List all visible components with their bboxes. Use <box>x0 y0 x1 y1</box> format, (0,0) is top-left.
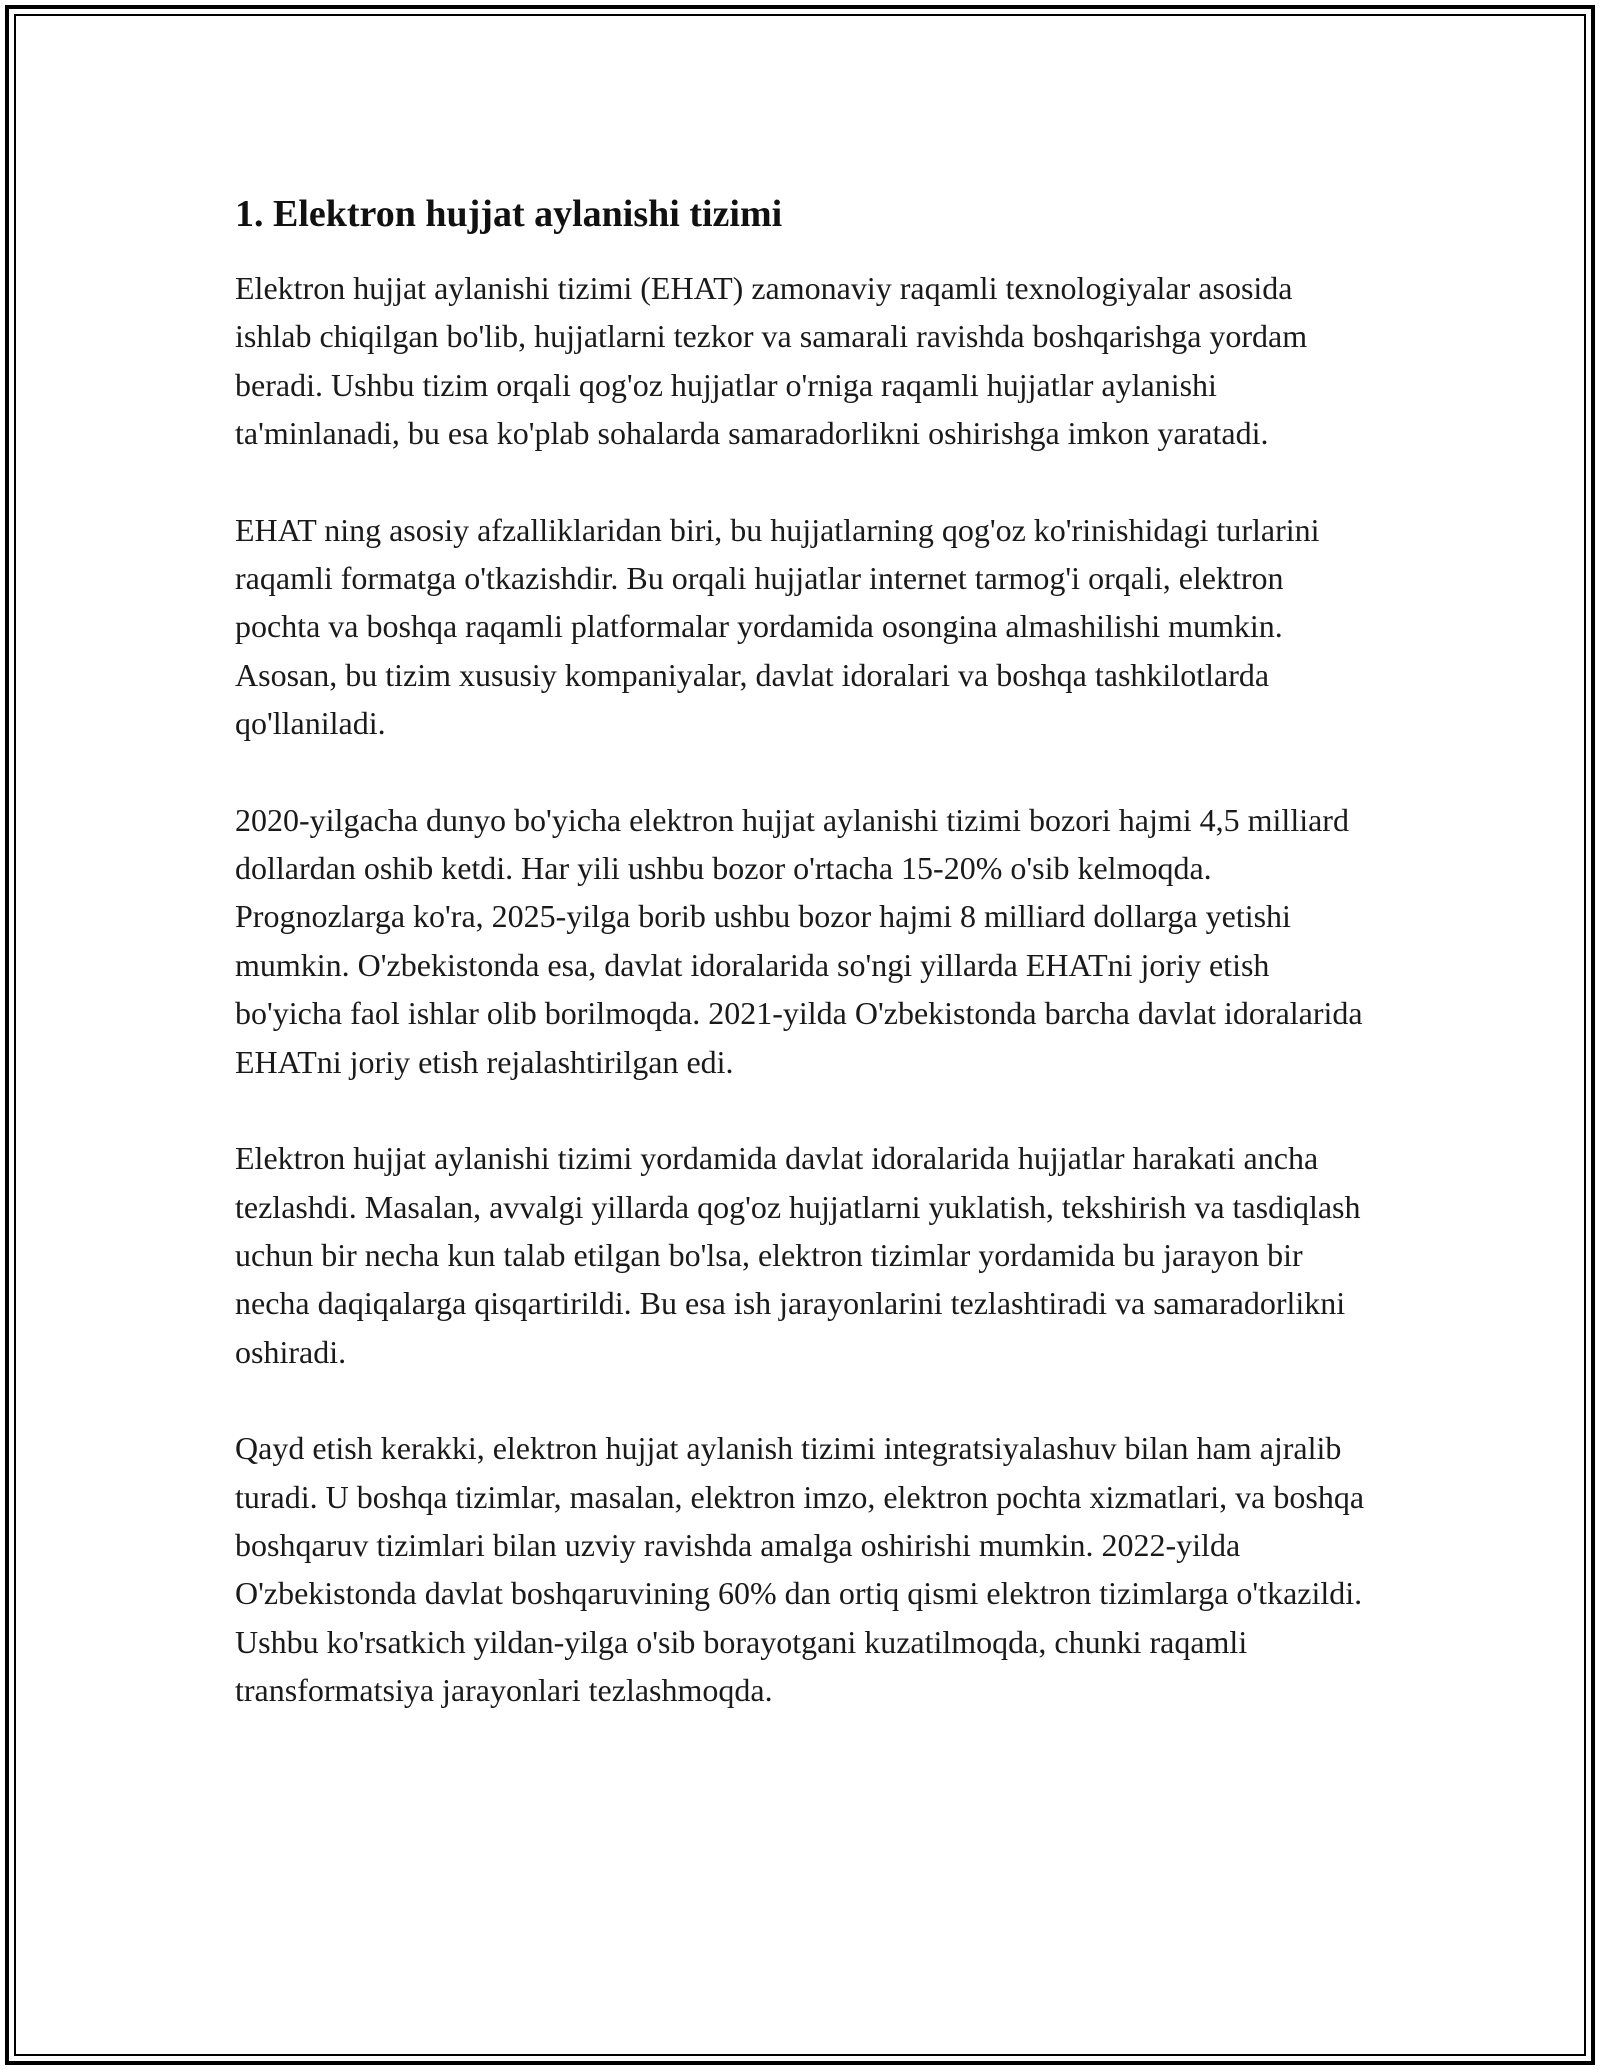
document-body <box>235 188 1365 1763</box>
paragraph-integration: Qayd etish kerakki, elektron hujjat aylanish tizimi integratsiyalashuv bilan ham ajralib turadi. U boshqa tizimlar, masalan, elektron imzo, elektron pochta xizmatlari, va boshqa boshqaruv tizimlari bilan uzviy ravishda amalga oshirishi mumkin. 2022-yilda O'zbekistonda davlat boshqaruvining 60% dan ortiq qismi elektron tizimlarga o'tkazildi. Ushbu ko'rsatkich yildan-yilga o'sib borayotgani kuzatilmoqda, chunki raqamli transformatsiya jarayonlari tezlashmoqda. <box>235 1430 1365 1709</box>
paragraph-advantages: EHAT ning asosiy afzalliklaridan biri, bu hujjatlarning qog'oz ko'rinishidagi turlarini raqamli formatga o'tkazishdir. Bu orqali hujjatlar internet tarmog'i orqali, elektron pochta va boshqa raqamli platformalar yordamida osongina almashilishi mumkin. Asosan, bu tizim xususiy kompaniyalar, davlat idoralari va boshqa tashkilotlarda qo'llaniladi. <box>235 511 1320 742</box>
section-title: 1. Elektron hujjat aylanishi tizimi <box>235 193 783 235</box>
paragraph-market: 2020-yilgacha dunyo bo'yicha elektron hujjat aylanishi tizimi bozori hajmi 4,5 milliard dollardan oshib ketdi. Har yili ushbu bozor o'rtacha 15-20% o'sib kelmoqda. Prognozlarga ko'ra, 2025-yilga borib ushbu bozor hajmi 8 milliard dollarga yetishi mumkin. O'zbekistonda esa, davlat idoralarida so'ngi yillarda EHATni joriy etish bo'yicha faol ishlar olib borilmoqda. 2021-yilda O'zbekistonda barcha davlat idoralarida EHATni joriy etish rejalashtirilgan edi. <box>235 801 1363 1080</box>
paragraph-speed: Elektron hujjat aylanishi tizimi yordamida davlat idoralarida hujjatlar harakati ancha tezlashdi. Masalan, avvalgi yillarda qog'oz hujjatlarni yuklatish, tekshirish va tasdiqlash uchun bir necha kun talab etilgan bo'lsa, elektron tizimlar yordamida bu jarayon bir necha daqiqalarga qisqartirildi. Bu esa ish jarayonlarini tezlashtiradi va samaradorlikni oshiradi. <box>235 1140 1361 1370</box>
paragraph-intro: Elektron hujjat aylanishi tizimi (EHAT) zamonaviy raqamli texnologiyalar asosida ishlab chiqilgan bo'lib, hujjatlarni tezkor va samarali ravishda boshqarishga yordam beradi. Ushbu tizim orqali qog'oz hujjatlar o'rniga raqamli hujjatlar aylanishi ta'minlanadi, bu esa ko'plab sohalarda samaradorlikni oshirishga imkon yaratadi. <box>235 270 1308 452</box>
